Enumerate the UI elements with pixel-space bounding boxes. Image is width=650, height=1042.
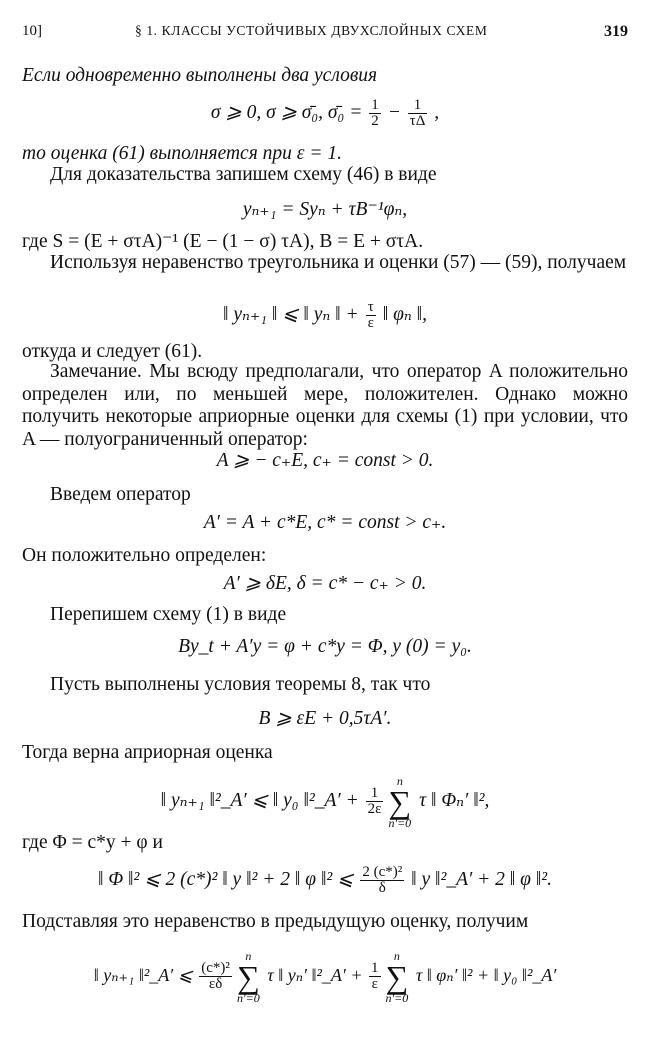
paragraph-a-priori-estimate: Тогда верна априорная оценка [22,742,273,763]
formula-b-condition: B ⩾ εE + 0,5τA′. [258,708,392,729]
formula-scheme-form: yₙ₊₁ = Syₙ + τB⁻¹φₙ, [242,199,408,220]
fraction [366,786,384,817]
formula-text: τ ‖ φₙ′ ‖² + ‖ y₀ ‖²_A′ [411,965,557,985]
fraction [366,300,376,331]
formula-delta: A′ ⩾ δE, δ = c* − c₊ > 0. [223,573,427,594]
fraction-denominator: εδ [208,976,223,993]
fraction [360,865,404,896]
formula-text: τ ‖ Φₙ′ ‖², [414,790,490,811]
sum-upper-limit: n [245,948,252,963]
paragraph-follows: откуда и следует (61). [22,341,203,362]
formula-text: ‖ y ‖²_A′ + 2 ‖ φ ‖². [406,869,553,890]
formula-semibounded: A ⩾ − c₊E, c₊ = const > 0. [216,450,434,471]
running-header: § 1. КЛАССЫ УСТОЙЧИВЫХ ДВУХСЛОЙНЫХ СХЕМ [135,23,488,38]
sum-symbol: ∑ [236,958,260,995]
summation [386,950,409,1004]
paragraph-triangle-inequality: Используя неравенство треугольника и оценки (57) — (59), получаем [50,252,627,273]
fraction-denominator: ε [371,976,378,993]
formula-norm-estimate [0,300,650,331]
paragraph-substitute: Подставляя это неравенство в предыдущую оценку, получим [22,911,529,932]
fraction-denominator: 2 [371,113,379,129]
paragraph-rewrite-scheme: Перепишем схему (1) в виде [50,604,287,625]
fraction [369,961,381,992]
formula-phi-norm [0,860,650,900]
sum-lower-limit: n′=0 [236,990,260,1005]
sum-symbol: ∑ [385,958,409,995]
paragraph-estimate-holds: то оценка (61) выполняется при ε = 1. [22,143,342,164]
sum-upper-limit: n [393,948,400,963]
formula-text: τ ‖ yₙ′ ‖²_A′ + [262,965,367,985]
formula-sigma-conditions [0,98,650,129]
fraction-denominator: 2ε [367,801,382,818]
fraction-denominator: τΔ [409,113,426,129]
fraction-denominator: δ [378,880,386,897]
formula-text: ‖ yₙ₊₁ ‖ ⩽ ‖ yₙ ‖ + [222,303,364,325]
sum-lower-limit: n′=0 [385,990,409,1005]
summation [237,950,260,1004]
paragraph-condition-intro: Если одновременно выполнены два условия [22,65,378,86]
paragraph-operator-definitions: где S = (E + στA)⁻¹ (E − (1 − σ) τA), B = E + στA. [22,231,424,252]
paragraph-phi-definition: где Φ = c*y + φ и [22,832,163,853]
fraction [408,98,428,129]
fraction-numerator: 1 [371,97,379,113]
paragraph-theorem-conditions: Пусть выполнены условия теоремы 8, так что [50,674,431,695]
paragraph-proof-intro: Для доказательства запишем схему (46) в виде [50,164,437,185]
chapter-marker: 10] [22,23,42,39]
sum-lower-limit: n′=0 [388,815,412,830]
fraction-numerator: τ [366,300,376,316]
formula-text: ‖ φₙ ‖, [377,303,428,325]
formula-text: ‖ Φ ‖² ⩽ 2 (c*)² ‖ y ‖² + 2 ‖ φ ‖² ⩽ [97,869,359,890]
formula-text: − [382,101,406,123]
formula-final-estimate [0,940,650,1010]
summation [388,775,411,829]
paragraph-remark: Замечание. Мы всюду предполагали, что оператор A положительно определен или, по меньшей мере, положителен. Однако можно получить некоторые априорные оценки для схемы (1) при условии, что A — полуограниченный оператор: [22,361,628,450]
paragraph-introduce-operator: Введем оператор [50,484,191,505]
formula-text: σ ⩾ 0, σ ⩾ σ̄₀, σ̄₀ = [210,101,368,123]
fraction-numerator: 1 [371,960,379,977]
sum-upper-limit: n [396,773,403,788]
formula-text: ‖ yₙ₊₁ ‖²_A′ ⩽ ‖ y₀ ‖²_A′ + [160,790,364,811]
fraction-numerator: (c*)² [201,960,230,977]
fraction [199,961,232,992]
paragraph-positive-definite: Он положительно определен: [22,545,267,566]
fraction-numerator: 1 [366,786,384,802]
formula-a-priori-estimate [0,773,650,829]
formula-operator-a-prime: A′ = A + c*E, c* = const > c₊. [203,512,447,533]
sum-symbol: ∑ [388,783,412,820]
fraction-denominator: ε [367,315,374,331]
formula-text: ‖ yₙ₊₁ ‖²_A′ ⩽ [93,965,198,985]
fraction-numerator: 2 (c*)² [362,864,403,881]
page-number: 319 [604,23,628,40]
fraction [369,98,381,129]
formula-rewritten-scheme: By_t + A′y = φ + c*y = Φ, y (0) = y₀. [178,636,472,657]
formula-text: , [429,101,440,123]
fraction-numerator: 1 [408,98,428,114]
